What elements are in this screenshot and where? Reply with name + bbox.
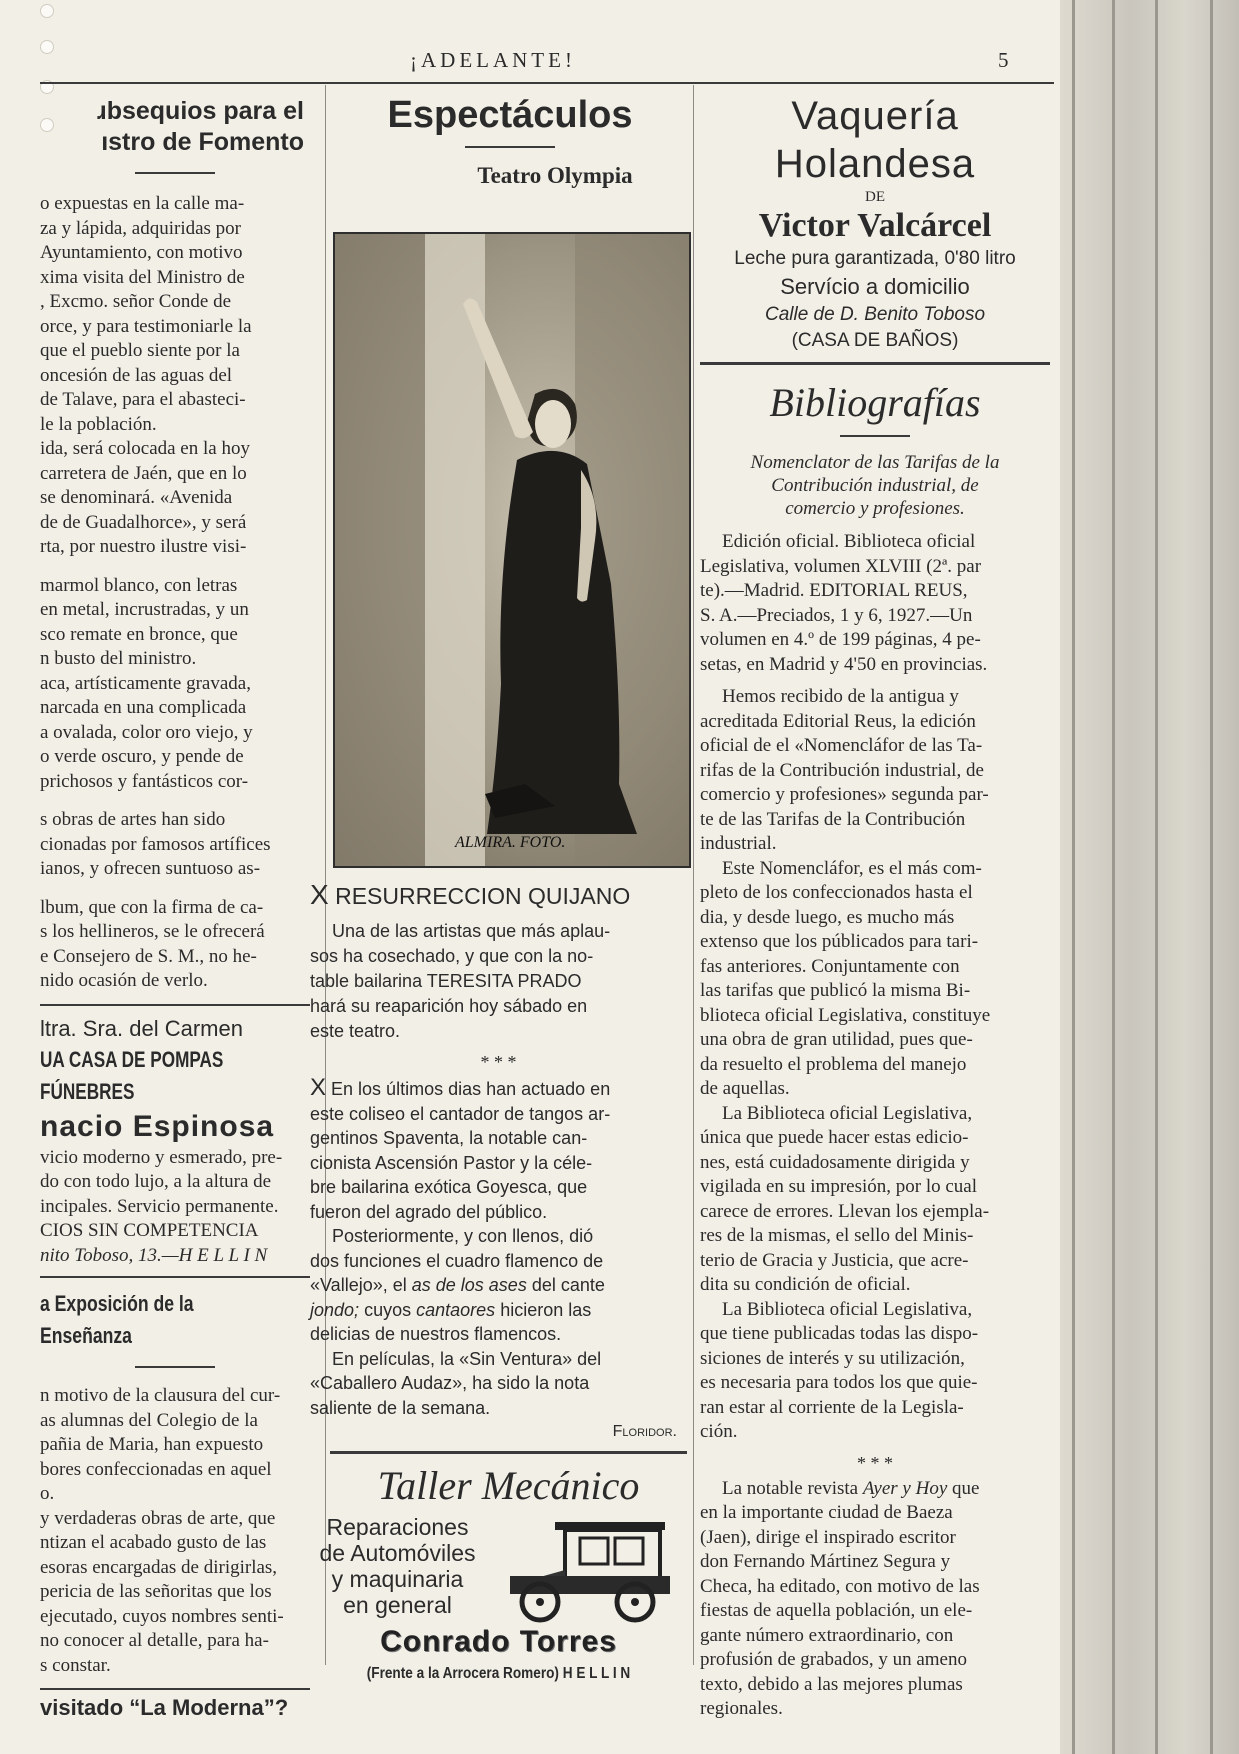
text-line: industrial.	[700, 833, 777, 854]
text-line: acreditada Editorial Reus, la edición	[700, 710, 976, 732]
ad-title: Vaquería Holandesa	[774, 94, 976, 186]
text-line: carece de errores. Llevan los ejempla-	[700, 1200, 990, 1222]
text-line: CIOS SIN COMPETENCIA	[40, 1220, 259, 1241]
title-rule	[135, 1366, 215, 1368]
title-line: ıstro de Fomento	[101, 128, 304, 156]
text-line: Checa, ha editado, con motivo de las	[700, 1575, 980, 1597]
text-line: vicio moderno y esmerado, pre-	[40, 1146, 283, 1168]
text-line: sco remate en bronce, que	[40, 623, 238, 645]
page-edge	[1060, 0, 1239, 1754]
text-line: s constar.	[40, 1654, 111, 1676]
text-line: incipales. Servicio permanente.	[40, 1195, 279, 1217]
ad-line: ltra. Sra. del Carmen	[40, 1015, 243, 1041]
text-line: xima visita del Ministro de	[40, 266, 245, 288]
dancer-photo	[333, 232, 691, 868]
article-body	[40, 1384, 310, 1678]
mechanic-ad	[310, 1462, 687, 1712]
text-line: rifas de la Contribución industrial, de	[700, 759, 984, 781]
ad-line: DE	[865, 189, 885, 205]
signature: Floridor.	[612, 1423, 677, 1440]
text-line: oncesión de las aguas del	[40, 364, 233, 386]
text-line: En películas, la «Sin Ventura» del	[332, 1348, 602, 1369]
text-line: Posteriormente, y con llenos, dió	[332, 1226, 594, 1246]
caption-heading	[310, 880, 687, 911]
text-line: nes, está cuidadosamente dirigida y	[700, 1151, 970, 1173]
pencil-mark: X	[310, 879, 329, 910]
text-line: rta, por nuestro ilustre visi-	[40, 536, 247, 557]
text-line: o expuestas en la calle ma-	[40, 193, 245, 214]
text-line: se denominará. «Avenida	[40, 487, 233, 508]
text-line: y verdaderas obras de arte, que	[40, 1507, 276, 1529]
text-italic: cantaores	[416, 1299, 496, 1320]
text-line: extenso que los públicados para tari-	[700, 931, 979, 952]
ad-title: Taller Mecánico	[377, 1462, 640, 1508]
text-italic: jondo;	[310, 1299, 360, 1320]
text-line: saliente de la semana.	[310, 1397, 491, 1418]
text-line: as alumnas del Colegio de la	[40, 1409, 258, 1431]
ad-address: (Frente a la Arrocera Romero) H E L L I N	[366, 1664, 631, 1682]
section-title: Espectáculos	[387, 94, 633, 136]
text-line: setas, en Madrid y 4'50 en provincias.	[700, 653, 988, 675]
text-line: del cante	[531, 1275, 605, 1295]
text-line: Edición oficial. Biblioteca oficial	[722, 531, 976, 552]
right-column	[700, 92, 1050, 1722]
ad-line: en general	[343, 1591, 452, 1618]
text-line: do con todo lujo, a la altura de	[40, 1171, 272, 1192]
text-line: pañia de Maria, han expuesto	[40, 1434, 264, 1455]
text-line: prichosos y fantásticos cor-	[40, 770, 249, 792]
ad-name: Victor Valcárcel	[758, 207, 992, 244]
text-line: nido ocasión de verlo.	[40, 970, 208, 991]
moderna-headline: visitado “La Moderna”?	[40, 1695, 289, 1720]
text-line: te).—Madrid. EDITORIAL REUS,	[700, 580, 968, 601]
text-line: las tarifas que publicó la misma Bi-	[700, 980, 971, 1001]
text-line: table bailarina TERESITA PRADO	[310, 971, 582, 991]
text-line: o verde oscuro, y pende de	[40, 746, 244, 767]
text-line: Una de las artistas que más aplau-	[332, 921, 611, 941]
dairy-ad	[700, 92, 1050, 354]
ad-line: Leche pura garantizada, 0'80 litro	[734, 248, 1016, 269]
text-line: oficial de el «Nomencláfor de las Ta-	[700, 735, 983, 756]
section-rule	[40, 1276, 310, 1278]
text-line: orce, y para testimoniarle la	[40, 315, 252, 337]
text-line: za y lápida, adquiridas por	[40, 217, 242, 239]
text-line: profusión de grabados, y un ameno	[700, 1649, 967, 1670]
text-line: ran estar al corriente de la Legisla-	[700, 1396, 964, 1418]
ad-address: nito Toboso, 13.—H E L L I N	[40, 1244, 268, 1266]
text-line: e Consejero de S. M., no he-	[40, 945, 257, 967]
text-line: comercio y profesiones» segunda par-	[700, 784, 989, 805]
text-line: una obra de gran utilidad, pues que-	[700, 1029, 973, 1050]
text-line: dia, y desde luego, es mucho más	[700, 906, 955, 928]
text-line: te de las Tarifas de la Contribución	[700, 808, 966, 830]
text-line: vigilada en su impresión, por lo cual	[700, 1176, 978, 1197]
pencil-mark: X	[310, 1074, 327, 1101]
text-line: , Excmo. señor Conde de	[40, 291, 232, 312]
caption-title: RESURRECCION QUIJANO	[335, 883, 631, 909]
text-line: gentinos Spaventa, la notable can-	[310, 1128, 588, 1148]
article-body	[40, 192, 310, 994]
text-line: siciones de interés y su utilización,	[700, 1347, 965, 1369]
text-line: de aquellas.	[700, 1078, 790, 1099]
text-line: Legislativa, volumen XLVIII (2ª. par	[700, 555, 982, 577]
ad-name: nacio Espinosa	[40, 1109, 275, 1143]
text-line: La notable revista	[722, 1477, 859, 1499]
text-line: La Biblioteca oficial Legislativa,	[722, 1102, 973, 1124]
text-line: cuyos	[364, 1299, 412, 1320]
title-rule	[840, 435, 910, 437]
text-line: cionadas por famosos artífices	[40, 833, 271, 855]
text-line: hará su reaparición hoy sábado en	[310, 996, 588, 1016]
text-line: S. A.—Preciados, 1 y 6, 1927.—Un	[700, 604, 973, 626]
ad-name: Conrado Torres	[380, 1624, 617, 1658]
text-line: fueron del agrado del público.	[310, 1201, 548, 1222]
text-line: «Caballero Audaz», ha sido la nota	[310, 1373, 590, 1393]
book-title	[700, 451, 1050, 520]
text-line: cionista Ascensión Pastor y la céle-	[310, 1152, 593, 1173]
text-line: s los hellineros, se le ofrecerá	[40, 921, 265, 942]
text-line: esoras encargadas de dirigirlas,	[40, 1556, 278, 1578]
text-line: En los últimos dias han actuado en	[331, 1079, 611, 1099]
text-line: texto, debido a las mejores plumas	[700, 1673, 963, 1695]
text-line: n motivo de la clausura del cur-	[40, 1385, 281, 1406]
ad-line: (CASA DE BAÑOS)	[791, 330, 959, 351]
section-rule	[330, 1451, 687, 1454]
text-line: blioteca oficial Legislativa, constituye	[700, 1004, 991, 1026]
text-italic: Ayer y Hoy	[862, 1477, 948, 1499]
masthead-title: ¡ADELANTE!	[410, 48, 576, 72]
ad-line: y maquinaria	[331, 1565, 464, 1592]
caption-body	[310, 919, 687, 1044]
text-line: s obras de artes han sido	[40, 809, 226, 830]
funeral-ad	[40, 1014, 310, 1269]
text-line: don Fernando Mártinez Segura y	[700, 1551, 951, 1572]
left-column	[40, 96, 310, 1721]
text-line: n busto del ministro.	[40, 648, 197, 669]
article-title: a Exposición de la Enseñanza	[40, 1291, 194, 1348]
text-line: dita su condición de oficial.	[700, 1274, 911, 1295]
text-line: o.	[40, 1483, 55, 1504]
text-line: le la población.	[40, 413, 157, 435]
section-separator: * * *	[857, 1452, 893, 1473]
title-rule	[135, 172, 215, 174]
text-line: «Vallejo», el	[310, 1275, 407, 1295]
text-line: que	[952, 1477, 980, 1499]
section-separator: * * *	[480, 1052, 517, 1072]
text-line: ejecutado, cuyos nombres senti-	[40, 1605, 284, 1627]
text-line: Hemos recibido de la antigua y	[722, 686, 959, 707]
text-line: La Biblioteca oficial Legislativa,	[722, 1298, 973, 1320]
text-line: Ayuntamiento, con motivo	[40, 242, 243, 263]
text-line: Este Nomencláfor, es el más com-	[722, 857, 982, 879]
section-title: Bibliografías	[769, 380, 981, 425]
text-line: es necesaria para todos los que quie-	[700, 1372, 978, 1393]
text-line: no conocer al detalle, para ha-	[40, 1630, 269, 1651]
text-line: carretera de Jaén, que en lo	[40, 462, 247, 484]
ad-line: Calle de D. Benito Toboso	[764, 304, 986, 325]
car-icon	[495, 1514, 680, 1624]
text-line: que el pueblo siente por la	[40, 340, 240, 361]
text-line: marmol blanco, con letras	[40, 574, 238, 596]
text-line: ntizan el acabado gusto de las	[40, 1532, 267, 1553]
page-number: 5	[998, 48, 1013, 72]
text-line: terio de Gracia y Justicia, que acre-	[700, 1249, 969, 1271]
text-line: fas anteriores. Conjuntamente con	[700, 955, 960, 977]
text-line: da resuelto el problema del manejo	[700, 1053, 967, 1075]
text-line: volumen en 4.º de 199 páginas, 4 pe-	[700, 629, 981, 650]
text-line: lbum, que con la firma de ca-	[40, 896, 264, 918]
text-line: hicieron las	[500, 1299, 592, 1320]
theatre-name: Teatro Olympia	[477, 163, 633, 188]
text-line: Contribución industrial, de	[771, 475, 979, 496]
text-line: a ovalada, color oro viejo, y	[40, 721, 253, 743]
text-italic: as de los ases	[411, 1275, 527, 1295]
text-line: dos funciones el cuadro flamenco de	[310, 1250, 604, 1271]
text-line: ción.	[700, 1421, 738, 1442]
header-rule	[40, 82, 1054, 84]
text-line: Nomenclator de las Tarifas de la	[750, 452, 1000, 473]
text-line: en metal, incrustradas, y un	[40, 599, 249, 620]
section-rule	[40, 1004, 310, 1006]
text-line: ianos, y ofrecen suntuoso as-	[40, 858, 261, 879]
text-line: res de la mismas, el sello del Minis-	[700, 1225, 974, 1246]
text-line: pleto de los confeccionados hasta el	[700, 882, 973, 903]
text-line: bores confeccionadas en aquel	[40, 1458, 272, 1480]
text-line: de Talave, para el abasteci-	[40, 389, 246, 410]
text-line: este teatro.	[310, 1021, 401, 1041]
title-line: ɹbsequios para el	[96, 97, 304, 125]
text-line: delicias de nuestros flamencos.	[310, 1324, 562, 1344]
article-body	[700, 1477, 1050, 1722]
text-line: fiestas de aquella población, un ele-	[700, 1600, 973, 1621]
text-line: bre bailarina exótica Goyesca, que	[310, 1177, 588, 1197]
text-line: ida, será colocada en la hoy	[40, 438, 250, 459]
text-line: que tiene publicadas todas las dispo-	[700, 1323, 979, 1344]
ad-services	[310, 1514, 485, 1618]
text-line: de de Guadalhorce», y será	[40, 511, 247, 533]
text-line: regionales.	[700, 1698, 783, 1719]
middle-article	[310, 880, 687, 1712]
article-title	[40, 96, 310, 158]
photo-credit: ALMIRA. FOTO.	[455, 834, 566, 851]
section-rule	[700, 362, 1050, 365]
text-line: aca, artísticamente gravada,	[40, 672, 251, 694]
middle-column	[333, 92, 687, 190]
section-rule	[40, 1688, 310, 1690]
ad-line: de Automóviles	[319, 1539, 476, 1566]
article-body	[310, 1076, 687, 1445]
text-line: sos ha cosechado, y que con la no-	[310, 946, 594, 966]
text-line: gante número extraordinario, con	[700, 1624, 954, 1646]
text-line: pericia de las señoritas que los	[40, 1581, 272, 1602]
column-divider	[693, 85, 694, 1665]
ad-line: Reparaciones	[326, 1513, 469, 1540]
ad-line: Servício a domicilio	[780, 274, 970, 299]
text-line: única que puede hacer estas edicio-	[700, 1127, 969, 1148]
text-line: este coliseo el cantador de tangos ar-	[310, 1103, 611, 1124]
text-line: narcada en una complicada	[40, 697, 247, 718]
text-line: (Jaen), dirige el inspirado escritor	[700, 1526, 956, 1548]
article-body	[700, 530, 1050, 1445]
ad-line: UA CASA DE POMPAS FÚNEBRES	[40, 1046, 224, 1104]
text-line: comercio y profesiones.	[785, 498, 965, 519]
title-rule	[465, 146, 555, 148]
text-line: en la importante ciudad de Baeza	[700, 1502, 953, 1523]
